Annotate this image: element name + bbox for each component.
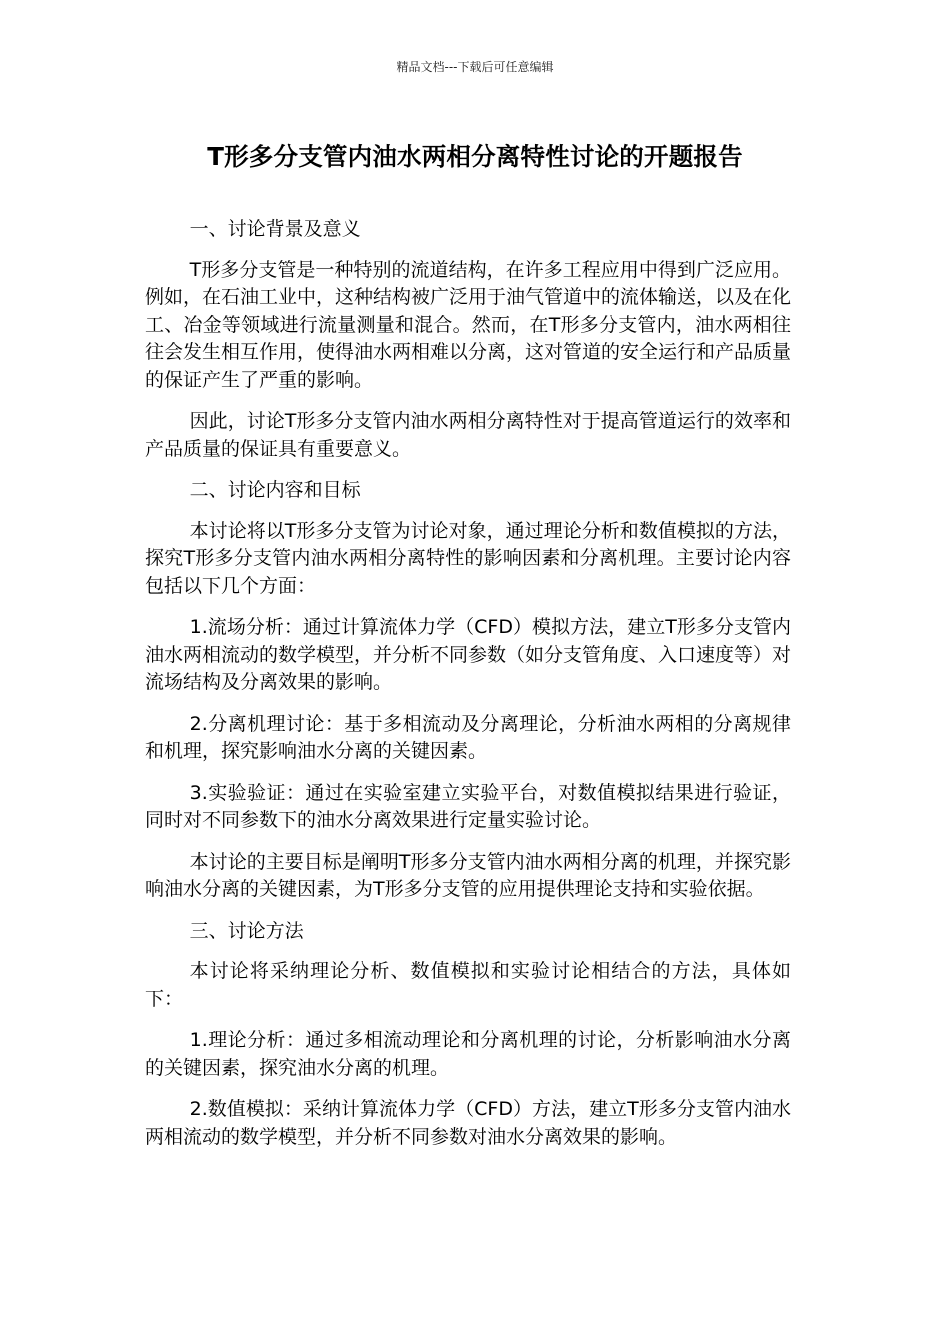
paragraph: 本讨论的主要目标是阐明T形多分支管内油水两相分离的机理，并探究影响油水分离的关键因素，为T形多分支管的应用提供理论支持和实验依据。 (145, 850, 791, 900)
paragraph: 本讨论将采纳理论分析、数值模拟和实验讨论相结合的方法，具体如下： (145, 960, 791, 1010)
list-item: 1.理论分析：通过多相流动理论和分离机理的讨论，分析影响油水分离的关键因素，探究油水分离的机理。 (145, 1029, 791, 1079)
list-item: 2.分离机理讨论：基于多相流动及分离理论，分析油水两相的分离规律和机理，探究影响油水分离的关键因素。 (145, 712, 791, 762)
list-item: 3.实验验证：通过在实验室建立实验平台，对数值模拟结果进行验证，同时对不同参数下的油水分离效果进行定量实验讨论。 (145, 781, 791, 831)
section-heading-2: 二、讨论内容和目标 (189, 479, 361, 501)
section-heading-3: 三、讨论方法 (189, 919, 304, 942)
paragraph: 因此，讨论T形多分支管内油水两相分离特性对于提高管道运行的效率和产品质量的保证具有重要意义。 (145, 410, 791, 460)
document-body (145, 216, 791, 1165)
paragraph: T形多分支管是一种特别的流道结构，在许多工程应用中得到广泛应用。例如，在石油工业中，这种结构被广泛用于油气管道中的流体输送，以及在化工、冶金等领域进行流量测量和混合。然而，在T形多分支管内，油水两相往往会发生相互作用，使得油水两相难以分离，这对管道的安全运行和产品质量的保证产生了严重的影响。 (145, 258, 792, 391)
list-item: 2.数值模拟：采纳计算流体力学（CFD）方法，建立T形多分支管内油水两相流动的数学模型，并分析不同参数对油水分离效果的影响。 (145, 1098, 791, 1148)
header-note: 精品文档---下载后可任意编辑 (396, 60, 554, 74)
list-item: 1.流场分析：通过计算流体力学（CFD）模拟方法，建立T形多分支管内油水两相流动的数学模型，并分析不同参数（如分支管角度、入口速度等）对流场结构及分离效果的影响。 (145, 616, 792, 693)
document-title: T形多分支管内油水两相分离特性讨论的开题报告 (207, 142, 743, 171)
paragraph: 本讨论将以T形多分支管为讨论对象，通过理论分析和数值模拟的方法，探究T形多分支管内油水两相分离特性的影响因素和分离机理。主要讨论内容包括以下几个方面： (145, 519, 791, 597)
section-heading-1: 一、讨论背景及意义 (189, 218, 361, 240)
